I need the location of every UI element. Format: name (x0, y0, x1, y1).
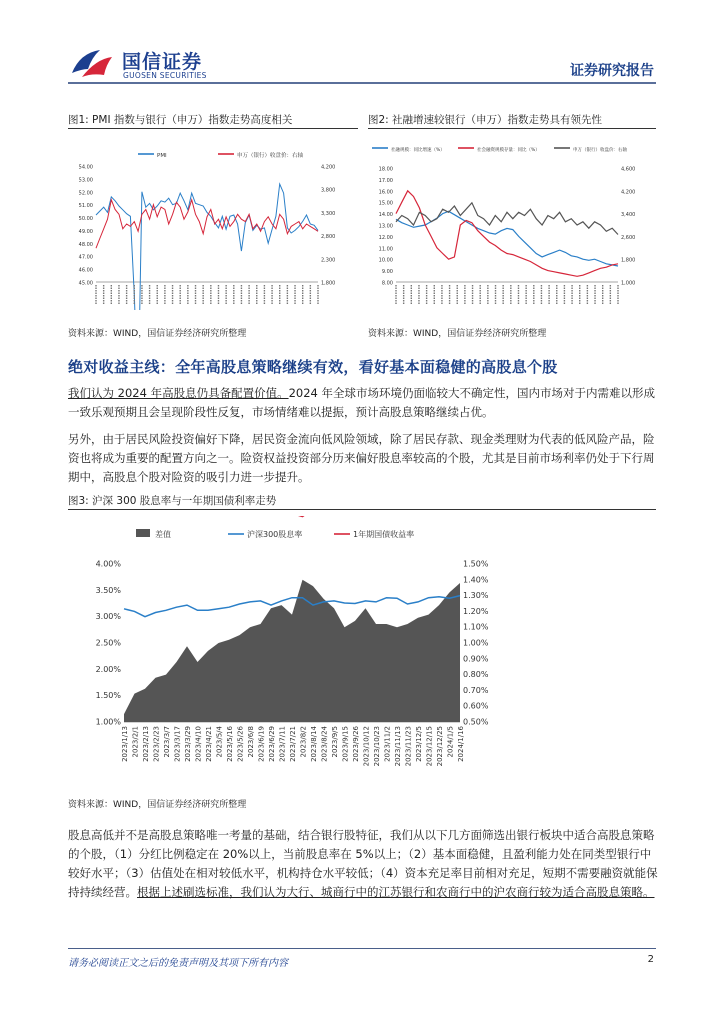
x-axis-tick-label: 2023/4/10 (194, 726, 203, 762)
right-axis-tick-label: 3,800 (321, 187, 336, 194)
x-axis-tick-label: 2023/5/4 (215, 726, 224, 758)
page-number: 2 (647, 954, 654, 965)
right-axis-tick-label: 1.40% (463, 575, 489, 585)
series-line (124, 596, 460, 617)
left-axis-tick-label: 16.00 (378, 189, 393, 196)
right-axis-tick-label: 0.70% (463, 685, 489, 695)
right-axis-tick-label: 1.10% (463, 622, 489, 632)
x-axis-tick-label: 2023/6/8 (247, 726, 255, 758)
left-axis-tick-label: 13.00 (378, 223, 393, 230)
x-axis-tick-label: 2023/2/23 (152, 726, 161, 762)
x-axis-tick-label: 2023/2/13 (142, 726, 150, 762)
x-axis-tick-label: 2023/11/2 (383, 726, 392, 762)
right-axis-tick-label: 0.90% (463, 654, 489, 664)
left-axis-tick-label: 9.00 (381, 269, 393, 276)
x-axis-tick-label: 2023/6/29 (268, 726, 276, 762)
right-axis-tick-label: 3,400 (621, 212, 636, 219)
right-axis-tick-label: 1,800 (321, 280, 336, 287)
left-axis-tick-label: 2.50% (95, 638, 121, 648)
paragraph-1 (68, 384, 658, 422)
left-axis-tick-label: 50.00 (78, 216, 93, 223)
left-axis-tick-label: 46.00 (78, 267, 93, 274)
fig1-title-rule (68, 128, 358, 129)
series-line (124, 516, 460, 517)
fig1-title: 图1: PMI 指数与银行（申万）指数走势高度相关 (68, 114, 293, 126)
legend-label: 申万（银行）收盘价：右轴 (237, 153, 304, 159)
header-divider (68, 82, 656, 84)
left-axis-tick-label: 18.00 (378, 166, 393, 173)
guosen-logo-icon (70, 47, 114, 81)
legend-label: 差值 (155, 530, 171, 539)
series-area-diff (124, 580, 460, 722)
left-axis-tick-label: 3.50% (95, 585, 121, 595)
left-axis-tick-label: 53.00 (78, 177, 93, 184)
x-axis-tick-label: 2023/10/23 (373, 726, 381, 767)
x-axis-tick-label: 2023/5/16 (226, 726, 234, 762)
x-axis-tick-label: 2023/12/5 (415, 726, 423, 762)
x-axis-tick-label: 2023/3/7 (163, 726, 171, 758)
fig3-title: 图3: 沪深 300 股息率与一年期国债利率走势 (68, 495, 277, 507)
left-axis-tick-label: 3.00% (95, 612, 121, 622)
left-axis-tick-label: 47.00 (78, 254, 93, 261)
fig1-source: 资料来源：WIND，国信证券经济研究所整理 (68, 329, 247, 339)
legend-label: 1年期国债收益率 (353, 530, 415, 539)
x-axis-tick-label: 2023/7/21 (289, 726, 297, 762)
left-axis-tick-label: 12.00 (378, 234, 393, 241)
left-axis-tick-label: 14.00 (378, 212, 393, 219)
x-axis-tick-label: 2023/9/26 (352, 726, 360, 762)
section-title: 绝对收益主线：全年高股息策略继续有效，看好基本面稳健的高股息个股 (68, 358, 558, 376)
x-axis-tick-label: 2023/2/1 (131, 726, 140, 758)
legend-label: PMI (157, 153, 167, 159)
left-axis-tick-label: 1.00% (95, 717, 121, 727)
fig2-title: 图2: 社融增速较银行（申万）指数走势具有领先性 (368, 114, 603, 126)
fig3-chart (68, 516, 508, 790)
fig2-chart (368, 134, 656, 310)
series-line (96, 184, 318, 310)
x-axis-tick-label: 2024/1/5 (446, 726, 455, 758)
paragraph-3-body: 股息高低并不是高股息策略唯一考量的基础，结合银行股特征，我们从以下几方面筛选出银行板块中适合高股息策略的个股，（1）分红比例稳定在 20%以上，当前股息率在 5%以上；（2）基本面稳健，且盈利能力处在同类型银行中较好水平；（3）估值处在相对较低水平，机构持仓水平较低；（4）资本充足率目前相对充足，短期不需要融资就能保持持续经营。 (68, 828, 658, 899)
x-axis-tick-label: 2023/1/13 (121, 726, 129, 762)
x-axis-tick-label: 2023/3/29 (184, 726, 192, 762)
x-axis-tick-label: 2023/8/24 (320, 726, 329, 762)
page-header (0, 0, 724, 92)
left-axis-tick-label: 54.00 (78, 164, 93, 171)
fig3-title-rule (68, 509, 656, 510)
left-axis-tick-label: 17.00 (378, 177, 393, 184)
x-axis-tick-label: 2023/10/12 (362, 726, 371, 767)
x-axis-tick-label: 2023/4/21 (205, 726, 213, 762)
logo-english-name: GUOSEN SECURITIES (123, 71, 207, 80)
footer-disclaimer: 请务必阅读正文之后的免责声明及其项下所有内容 (68, 958, 288, 969)
x-axis-tick-label: 2023/11/13 (394, 726, 402, 767)
legend-label: 社会融资规模存量：同比（%） (477, 148, 540, 153)
left-axis-tick-label: 52.00 (78, 190, 93, 197)
left-axis-tick-label: 4.00% (95, 559, 121, 569)
x-axis-tick-label: 2023/11/23 (404, 726, 413, 767)
left-axis-tick-label: 1.50% (95, 691, 121, 701)
footer-divider (68, 948, 656, 949)
x-axis-tick-label: 2023/3/17 (173, 726, 182, 762)
legend-swatch (136, 529, 150, 537)
paragraph-3 (68, 826, 658, 902)
right-axis-tick-label: 4,200 (321, 164, 336, 171)
left-axis-tick-label: 45.00 (78, 280, 93, 287)
series-line (396, 203, 618, 235)
fig3-source: 资料来源：WIND，国信证券经济研究所整理 (68, 800, 247, 810)
right-axis-tick-label: 1,000 (621, 280, 636, 287)
x-axis-tick-label: 2023/6/19 (257, 726, 266, 762)
right-axis-tick-label: 1.00% (463, 638, 489, 648)
paragraph-1-body: 2024 年全球市场环境仍面临较大不确定性，国内市场对于内需难以形成一致乐观预期且会呈现阶段性反复，市场情绪难以提振，预计高股息策略继续占优。 (68, 386, 655, 419)
right-axis-tick-label: 1.30% (463, 591, 489, 601)
legend-label: 社融规模：同比增速（%） (391, 148, 445, 153)
x-axis-tick-label: 2023/9/15 (341, 726, 350, 762)
right-axis-tick-label: 1.20% (463, 606, 489, 616)
paragraph-2: 另外，由于居民风险投资偏好下降，居民资金流向低风险领域，除了居民存款、现金类理财为代表的低风险产品，险资也将成为重要的配置方向之一。险资权益投资部分历来偏好股息率较高的个股，尤其是目前市场利率仍处于下行周期中，高股息个股对险资的吸引力进一步提升。 (68, 432, 655, 484)
left-axis-tick-label: 8.00 (381, 280, 393, 287)
left-axis-tick-label: 15.00 (378, 200, 393, 207)
left-axis-tick-label: 11.00 (378, 246, 393, 253)
right-axis-tick-label: 2,800 (321, 234, 336, 241)
x-axis-tick-label: 2023/12/15 (425, 726, 434, 767)
right-axis-tick-label: 0.80% (463, 670, 489, 680)
x-axis-tick-label: 2023/7/11 (278, 726, 287, 762)
x-axis-tick-label: 2023/12/25 (436, 726, 444, 767)
right-axis-tick-label: 0.50% (463, 717, 489, 727)
fig2-source: 资料来源：WIND，国信证券经济研究所整理 (368, 329, 547, 339)
paragraph-3-conclusion: 根据上述刷选标准，我们认为大行、城商行中的江苏银行和农商行中的沪农商行较为适合高股息策略。 (137, 885, 655, 899)
left-axis-tick-label: 51.00 (78, 203, 93, 210)
left-axis-tick-label: 48.00 (78, 241, 93, 248)
left-axis-tick-label: 49.00 (78, 228, 93, 235)
x-axis-tick-label: 2023/9/5 (331, 726, 339, 758)
logo-chinese-name: 国信证券 (122, 51, 203, 73)
x-axis-tick-label: 2023/5/26 (236, 726, 245, 762)
left-axis-tick-label: 2.00% (95, 664, 121, 674)
fig2-title-rule (368, 128, 656, 129)
paragraph-1-lead: 我们认为 2024 年高股息仍具备配置价值。 (68, 386, 289, 400)
series-line (396, 191, 618, 276)
right-axis-tick-label: 3,300 (321, 210, 336, 217)
right-axis-tick-label: 2,300 (321, 257, 336, 264)
right-axis-tick-label: 0.60% (463, 701, 489, 711)
report-type-label: 证券研究报告 (570, 63, 654, 79)
right-axis-tick-label: 1,800 (621, 257, 636, 264)
fig1-chart (68, 134, 358, 310)
right-axis-tick-label: 2,600 (621, 234, 636, 241)
right-axis-tick-label: 1.50% (463, 559, 489, 569)
x-axis-tick-label: 2023/8/14 (310, 726, 318, 762)
x-axis-tick-label: 2023/8/2 (299, 726, 308, 758)
legend-label: 申万（银行）收盘价：右轴 (573, 148, 627, 153)
left-axis-tick-label: 10.00 (378, 257, 393, 264)
x-axis-tick-label: 2024/1/16 (457, 726, 465, 762)
right-axis-tick-label: 4,600 (621, 166, 636, 173)
right-axis-tick-label: 4,200 (621, 189, 636, 196)
legend-label: 沪深300股息率 (247, 530, 303, 539)
